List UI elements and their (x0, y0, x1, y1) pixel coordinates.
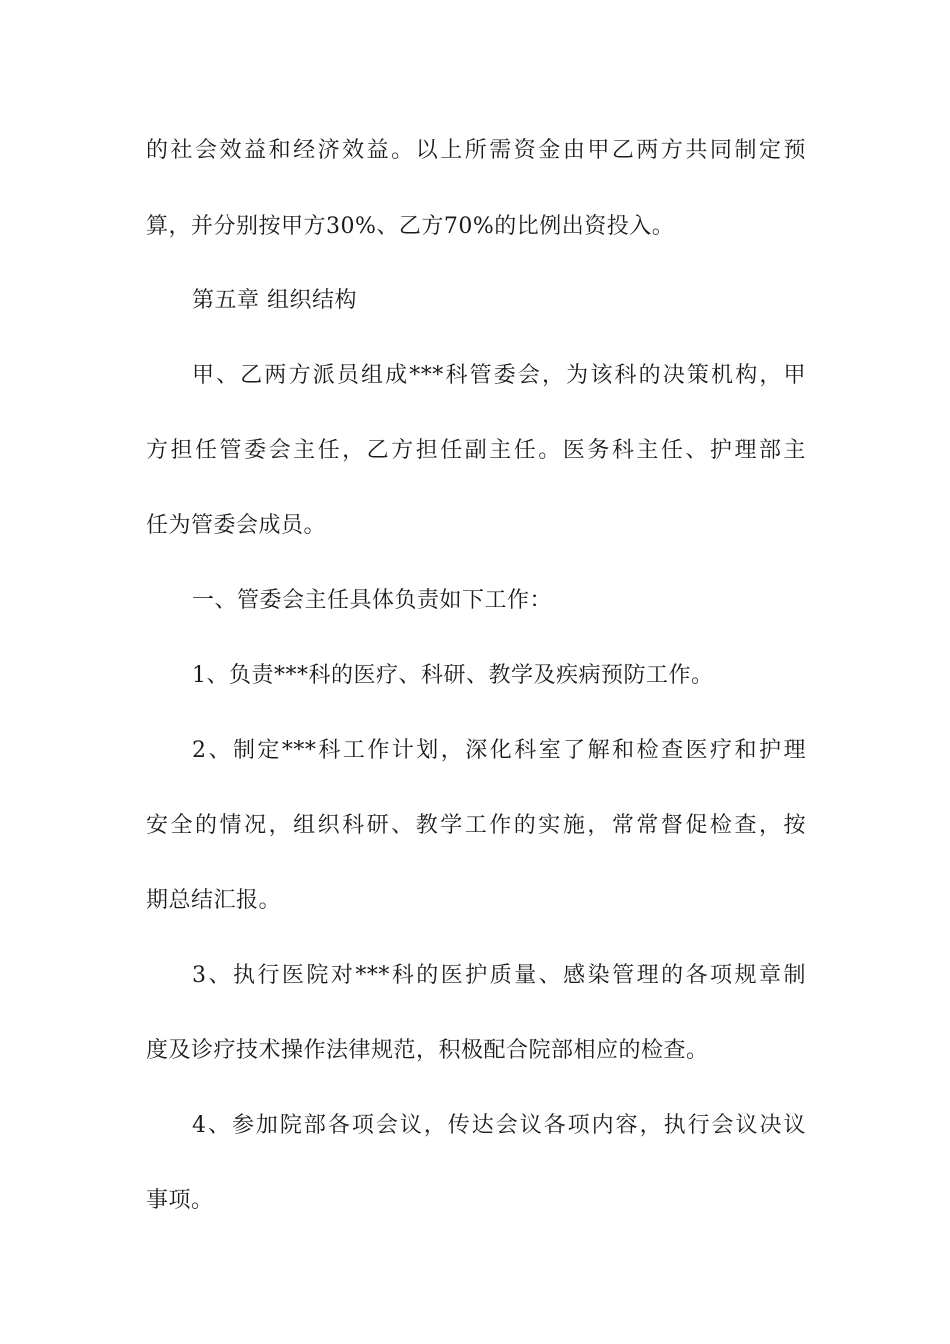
paragraph-line: 期总结汇报。 (146, 888, 282, 913)
paragraph-line: 方担任管委会主任，乙方担任副主任。医务科主任、护理部主 (146, 438, 806, 463)
chapter-heading: 第五章 组织结构 (192, 288, 357, 313)
paragraph-line: 安全的情况，组织科研、教学工作的实施，常常督促检查，按 (146, 813, 806, 838)
list-item: 3、执行医院对***科的医护质量、感染管理的各项规章制 (192, 963, 806, 988)
paragraph-line: 事项。 (146, 1188, 214, 1213)
section-heading: 一、管委会主任具体负责如下工作： (192, 588, 553, 613)
paragraph-line: 的社会效益和经济效益。以上所需资金由甲乙两方共同制定预 (146, 138, 806, 163)
paragraph-line: 甲、乙两方派员组成***科管委会，为该科的决策机构，甲 (192, 363, 806, 388)
paragraph-line: 算，并分别按甲方30%、乙方70%的比例出资投入。 (146, 214, 675, 239)
list-item: 2、制定***科工作计划，深化科室了解和检查医疗和护理 (192, 738, 806, 763)
paragraph-line: 任为管委会成员。 (146, 513, 327, 538)
paragraph-line: 度及诊疗技术操作法律规范，积极配合院部相应的检查。 (146, 1038, 709, 1063)
list-item: 1、负责***科的医疗、科研、教学及疾病预防工作。 (192, 663, 714, 688)
list-item: 4、参加院部各项会议，传达会议各项内容，执行会议决议 (192, 1113, 806, 1138)
